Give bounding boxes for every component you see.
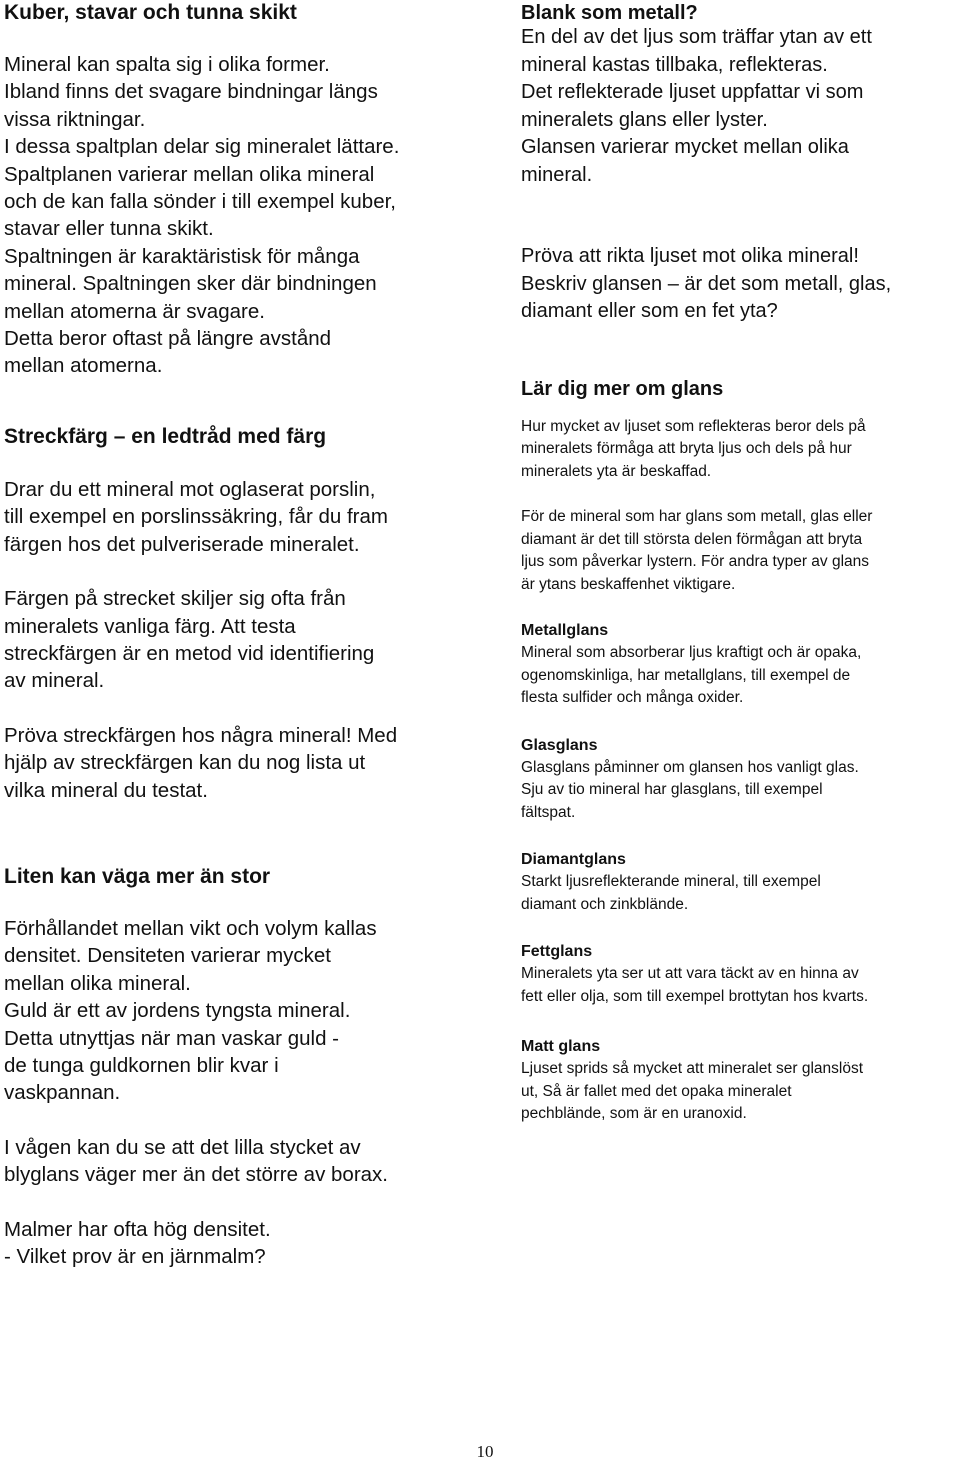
heading-lar-dig-mer: Lär dig mer om glans — [521, 377, 724, 400]
heading-streckfarg: Streckfärg – en ledtråd med färg — [4, 424, 327, 448]
paragraph-densitet-2: I vågen kan du se att det lilla stycket av blyglans väger mer än det större av borax. — [4, 1135, 388, 1187]
paragraph-glans-intro: Hur mycket av ljuset som reflekteras beror dels på mineralets förmåga att bryta ljus och dels på hur mineralets yta är beskaffad. — [521, 417, 866, 480]
paragraph-prova-ljus: Pröva att rikta ljuset mot olika mineral! Beskriv glansen – är det som metall, glas, diamant eller som en fet yta? — [521, 245, 892, 322]
left-column — [4, 0, 484, 1270]
paragraph-streckfarg-3: Pröva streckfärgen hos några mineral! Med hjälp av streckfärgen kan du nog lista ut vilka mineral du testat. — [4, 723, 398, 802]
paragraph-reflektion: En del av det ljus som träffar ytan av ett mineral kastas tillbaka, reflekteras. Det reflekterade ljuset uppfattar vi som mineralets glans eller lyster. Glansen varierar mycket mellan olika mineral. — [521, 26, 872, 186]
paragraph-streckfarg-2: Färgen på strecket skiljer sig ofta från mineralets vanliga färg. Att testa streckfärgen är en metod vid identifiering av mineral. — [4, 587, 375, 693]
paragraph-spaltning: Mineral kan spalta sig i olika former. Ibland finns det svagare bindningar längs vissa riktningar. I dessa spaltplan delar sig mineralet lättare. Spaltplanen varierar mellan olika mineral och de kan falla sönder i till exempel kuber, stavar eller tunna skikt. Spaltningen är karaktäristisk för många mineral. Spaltningen sker där bindningen mellan atomerna är svagare. Detta beror oftast på längre avstånd mellan atomerna. — [4, 53, 400, 378]
page-number: 10 — [476, 1442, 494, 1461]
right-column — [521, 0, 957, 1126]
heading-diamantglans: Diamantglans — [521, 851, 626, 868]
paragraph-glasglans: Glasglans påminner om glansen hos vanligt glas. Sju av tio mineral har glasglans, till exempel fältspat. — [521, 758, 859, 821]
heading-glasglans: Glasglans — [521, 736, 598, 754]
heading-metallglans: Metallglans — [521, 622, 609, 639]
heading-kuber: Kuber, stavar och tunna skikt — [4, 1, 297, 24]
heading-fettglans: Fettglans — [521, 943, 593, 960]
paragraph-fettglans: Mineralets yta ser ut att vara täckt av en hinna av fett eller olja, som till exempel brottytan hos kvarts. — [521, 965, 869, 1005]
paragraph-densitet-3: Malmer har ofta hög densitet. - Vilket prov är en järnmalm? — [4, 1217, 271, 1268]
paragraph-metallglans: Mineral som absorberar ljus kraftigt och är opaka, ogenomskinliga, har metallglans, till exempel de flesta sulfider och många oxider. — [521, 644, 862, 706]
paragraph-streckfarg-1: Drar du ett mineral mot oglaserat porslin, till exempel en porslinssäkring, får du fram färgen hos det pulveriserade mineralet. — [4, 477, 388, 556]
heading-densitet: Liten kan väga mer än stor — [4, 864, 271, 888]
paragraph-matt-glans: Ljuset sprids så mycket att mineralet ser glanslöst ut, Så är fallet med det opaka mineralet pechblände, som är en uranoxid. — [521, 1060, 863, 1122]
heading-blank-som-metall: Blank som metall? — [521, 2, 698, 24]
heading-matt-glans: Matt glans — [521, 1038, 601, 1055]
paragraph-diamantglans: Starkt ljusreflekterande mineral, till exempel diamant och zinkblände. — [521, 873, 821, 913]
paragraph-densitet-1: Förhållandet mellan vikt och volym kallas densitet. Densiteten varierar mycket mellan olika mineral. Guld är ett av jordens tyngsta mineral. Detta utnyttjas när man vaskar guld - de tunga guldkornen blir kvar i vaskpannan. — [4, 916, 377, 1105]
paragraph-glans-lyster: För de mineral som har glans som metall, glas eller diamant är det till största delen förmågan att bryta ljus som påverkar lystern. För andra typer av glans är ytans beskaffenhet viktigare. — [521, 508, 873, 593]
